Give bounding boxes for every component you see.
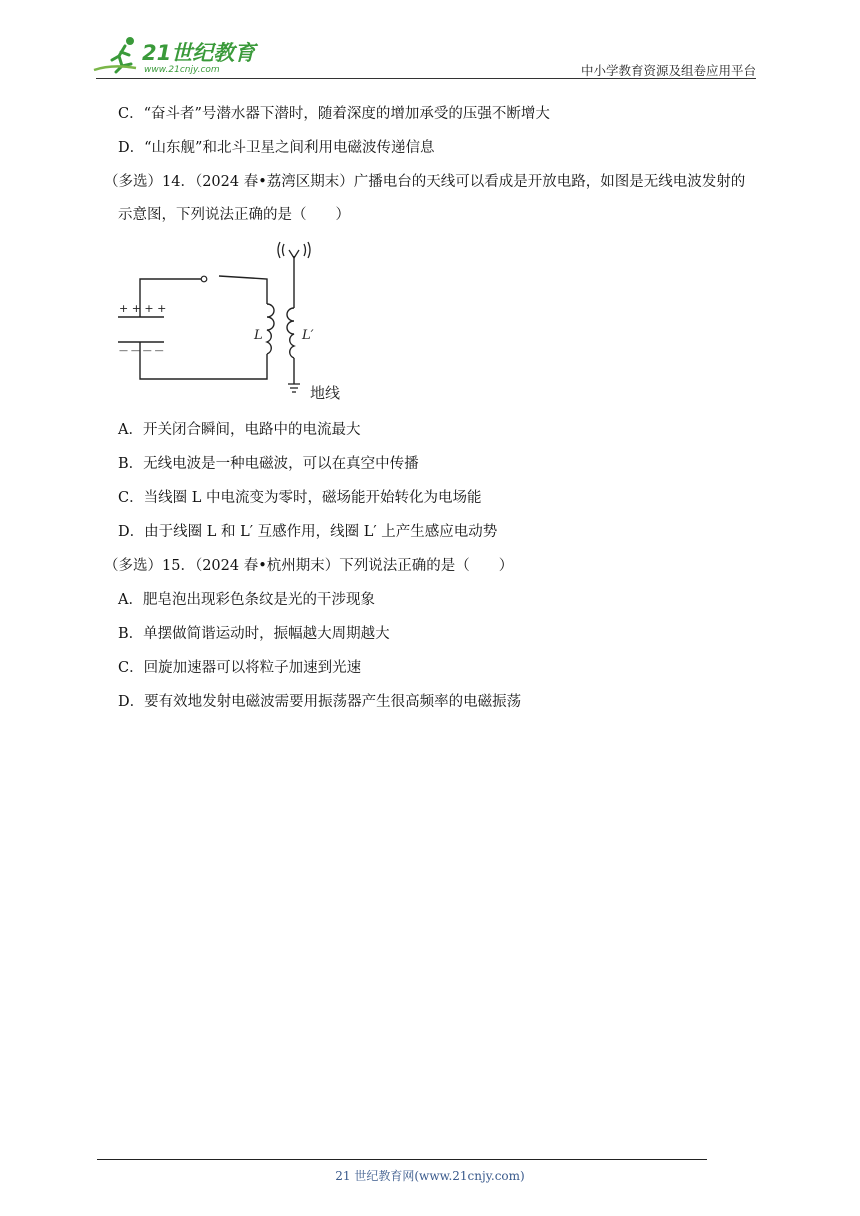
q14-stem-line2: 示意图，下列说法正确的是（ ）	[118, 207, 350, 223]
header-platform-text: 中小学教育资源及组卷应用平台	[580, 63, 756, 78]
circuit-wire	[140, 276, 267, 379]
logo-subtext: www.21cnjy.com	[144, 65, 220, 75]
page-header	[0, 0, 860, 80]
header-divider	[96, 78, 756, 79]
coil-l-prime-label: L′	[302, 328, 314, 343]
q13-option-d: D．“山东舰”和北斗卫星之间利用电磁波传递信息	[118, 140, 435, 156]
circuit-diagram	[118, 238, 348, 408]
logo-text: 21世纪教育	[142, 41, 256, 65]
coil-l	[267, 304, 274, 354]
footer-divider	[97, 1159, 707, 1160]
q15-option-c: C．回旋加速器可以将粒子加速到光速	[118, 660, 362, 676]
switch-contact	[201, 276, 207, 282]
runner-icon	[94, 37, 136, 72]
coil-l-prime	[287, 308, 294, 358]
q14-option-c: C．当线圈 L 中电流变为零时，磁场能开始转化为电场能	[118, 490, 482, 506]
ground-label: 地线	[310, 384, 341, 402]
antenna-icon	[278, 242, 310, 258]
q14-option-d: D．由于线圈 L 和 L′ 互感作用，线圈 L′ 上产生感应电动势	[118, 524, 498, 540]
q15-option-b: B．单摆做简谐运动时，振幅越大周期越大	[118, 626, 390, 642]
q14-option-a: A．开关闭合瞬间，电路中的电流最大	[118, 422, 361, 438]
footer-site-link[interactable]: 21 世纪教育网(www.21cnjy.com)	[335, 1169, 525, 1183]
q14-option-b: B．无线电波是一种电磁波，可以在真空中传播	[118, 456, 419, 472]
logo	[92, 34, 262, 76]
capacitor-plus-charges: + + + +	[119, 302, 167, 315]
capacitor-minus-charges: — — — —	[119, 346, 164, 356]
q14-stem-line1: （多选）14．（2024 春•荔湾区期末）广播电台的天线可以看成是开放电路，如图是无线电波发射的	[104, 174, 746, 190]
q15-option-a: A．肥皂泡出现彩色条纹是光的干涉现象	[118, 592, 375, 608]
coil-l-label: L	[254, 328, 263, 343]
q15-option-d: D．要有效地发射电磁波需要用振荡器产生很高频率的电磁振荡	[118, 694, 522, 710]
q13-option-c: C．“奋斗者”号潜水器下潜时，随着深度的增加承受的压强不断增大	[118, 106, 550, 122]
q15-stem: （多选）15．（2024 春•杭州期末）下列说法正确的是（ ）	[104, 558, 514, 574]
ground-icon	[288, 384, 300, 392]
